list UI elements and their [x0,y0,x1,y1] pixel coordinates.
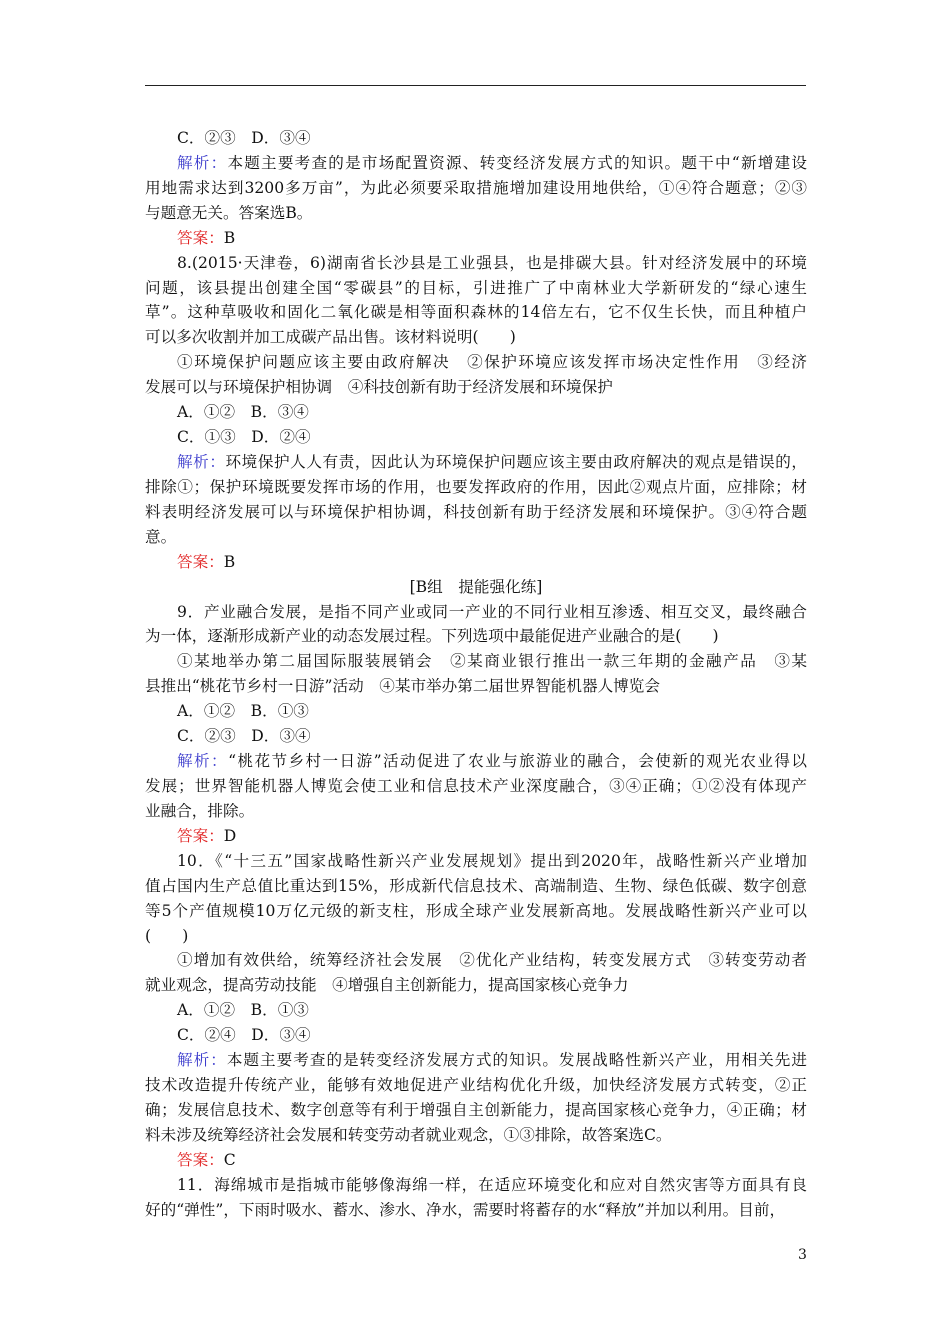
statements-line [145,973,807,998]
section-block [145,575,807,600]
line-text: C．②③ D．③④ [177,129,311,147]
analysis-line [145,774,807,799]
line-text: 本题主要考查的是转变经济发展方式的知识。发展战略性新兴产业，用相关先进 [226,1051,807,1070]
question-line [145,624,807,649]
analysis-line [145,525,807,550]
line-text: 10．《“十三五”国家战略性新兴产业发展规划》提出到2020年，战略性新兴产业增加 [177,851,807,870]
analysis-line [145,176,807,201]
answer-block [145,824,807,849]
line-text: ( ) [145,926,189,945]
question-line [145,276,807,301]
line-text: 料未涉及统筹经济社会发展和转变劳动者就业观念，①③排除，故答案选C。 [145,1125,672,1144]
analysis-line [145,201,807,226]
statements-line [145,948,807,973]
analysis-line [145,450,807,475]
question-line [145,325,807,350]
question-line [145,924,807,949]
question-block [145,1173,807,1223]
statements-line [145,375,807,400]
options-block [145,724,807,749]
question-line [145,899,807,924]
line-text: 与题意无关。答案选B。 [145,203,313,222]
answer-label: 答案： [177,552,224,571]
page-number: 3 [798,1247,807,1263]
line-text: 可以多次收割并加工成碳产品出售。该材料说明( ) [145,328,516,347]
line-text: B [223,552,236,571]
statements-block [145,948,807,998]
analysis-label: 解析： [177,153,228,172]
line-text: 为一体，逐渐形成新产业的动态发展过程。下列选项中最能促进产业融合的是( ) [145,627,719,646]
options-line [145,1023,807,1048]
line-text: 9．产业融合发展，是指不同产业或同一产业的不同行业相互渗透、相互交叉，最终融合 [177,602,807,621]
analysis-line [145,799,807,824]
question-block [145,600,807,650]
analysis-line [145,475,807,500]
line-text: ①增加有效供给，统筹经济社会发展 ②优化产业结构，转变发展方式 ③转变劳动者 [177,951,807,970]
line-text: 问题，该县提出创建全国“零碳县”的目标，引进推广了中南林业大学新研发的“绿心速生 [145,278,807,297]
options-line [145,699,807,724]
analysis-line [145,1123,807,1148]
line-text: 排除①；保护环境既要发挥市场的作用，也要发挥政府的作用，因此②观点片面，应排除；材 [145,477,807,496]
analysis-line [145,1098,807,1123]
line-text: 用地需求达到3200多万亩”，为此必须要采取措施增加建设用地供给，①④符合题意；②③ [145,178,807,197]
line-text: “桃花节乡村一日游”活动促进了农业与旅游业的融合，会使新的观光农业得以 [228,752,807,771]
options-line [145,724,807,749]
line-text: ①环境保护问题应该主要由政府解决 ②保护环境应该发挥市场决定性作用 ③经济 [177,353,807,372]
options-block [145,699,807,724]
options-line [145,126,807,151]
line-text: 本题主要考查的是市场配置资源、转变经济发展方式的知识。题干中“新增建设 [227,153,807,172]
answer-line [145,824,807,849]
answer-block [145,226,807,251]
options-line [145,400,807,425]
statements-block [145,649,807,699]
line-text: B [223,228,236,247]
line-text: D [223,826,237,845]
line-text: ①某地举办第二届国际服装展销会 ②某商业银行推出一款三年期的金融产品 ③某 [177,652,807,671]
answer-line [145,550,807,575]
options-line [145,425,807,450]
analysis-line [145,749,807,774]
line-text: [B组 提能强化练] [409,577,543,596]
analysis-block [145,151,807,226]
line-text: 草”。这种草吸收和固化二氧化碳是相等面积森林的14倍左右，它不仅生长快，而且种植户 [145,303,807,322]
question-line [145,600,807,625]
options-block [145,1023,807,1048]
line-text: C．①③ D．②④ [177,428,311,447]
analysis-line [145,1048,807,1073]
line-text: 确；发展信息技术、数字创意等有利于增强自主创新能力，提高国家核心竞争力，④正确；材 [145,1100,807,1119]
answer-block [145,1148,807,1173]
line-text: A．①② B．①③ [177,702,309,721]
answer-line [145,1148,807,1173]
line-text: 意。 [145,527,177,546]
analysis-block [145,1048,807,1148]
question-block [145,251,807,351]
answer-line [145,226,807,251]
options-block [145,998,807,1023]
analysis-block [145,450,807,550]
line-text: C．②③ D．③④ [177,727,311,746]
line-text: A．①② B．③④ [177,403,309,422]
question-line [145,874,807,899]
question-line [145,251,807,276]
analysis-line [145,151,807,176]
statements-line [145,649,807,674]
question-block [145,849,807,949]
options-block [145,126,807,151]
line-text: 业融合，排除。 [145,801,255,820]
answer-block [145,550,807,575]
line-text: 等5个产值规模10万亿元级的新支柱，形成全球产业发展新高地。发展战略性新兴产业可以 [145,901,807,920]
document-body [145,126,807,1223]
answer-label: 答案： [177,1150,224,1169]
line-text: C [223,1150,236,1169]
line-text: 好的“弹性”，下雨时吸水、蓄水、渗水、净水，需要时将蓄存的水“释放”并加以利用。目前， [145,1200,786,1219]
analysis-block [145,749,807,824]
line-text: 就业观念，提高劳动技能 ④增强自主创新能力，提高国家核心竞争力 [145,976,629,995]
header-rule [145,85,806,86]
options-line [145,998,807,1023]
statements-line [145,350,807,375]
answer-label: 答案： [177,826,224,845]
line-text: 发展可以与环境保护相协调 ④科技创新有助于经济发展和环境保护 [145,378,613,397]
analysis-label: 解析： [177,1051,227,1070]
question-line [145,849,807,874]
line-text: 11．海绵城市是指城市能够像海绵一样，在适应环境变化和应对自然灾害等方面具有良 [177,1175,807,1194]
analysis-label: 解析： [177,452,226,471]
analysis-label: 解析： [177,752,229,771]
line-text: 值占国内生产总值比重达到15%，形成新代信息技术、高端制造、生物、绿色低碳、数字创意 [145,876,807,895]
analysis-line [145,500,807,525]
question-line [145,1198,807,1223]
line-text: 8.(2015·天津卷，6)湖南省长沙县是工业强县，也是排碳大县。针对经济发展中的环境 [177,253,807,272]
statements-line [145,674,807,699]
line-text: 环境保护人人有责，因此认为环境保护问题应该主要由政府解决的观点是错误的， [225,452,807,471]
options-block [145,400,807,425]
line-text: A．①② B．①③ [177,1001,309,1020]
question-line [145,1173,807,1198]
line-text: 县推出“桃花节乡村一日游”活动 ④某市举办第二届世界智能机器人博览会 [145,677,660,696]
line-text: C．②④ D．③④ [177,1026,311,1045]
question-line [145,300,807,325]
section-line [145,575,807,600]
statements-block [145,350,807,400]
analysis-line [145,1073,807,1098]
answer-label: 答案： [177,228,224,247]
line-text: 技术改造提升传统产业，能够有效地促进产业结构优化升级，加快经济发展方式转变，②正 [145,1076,807,1095]
options-block [145,425,807,450]
line-text: 发展；世界智能机器人博览会使工业和信息技术产业深度融合，③④正确；①②没有体现产 [145,776,807,795]
line-text: 料表明经济发展可以与环境保护相协调，科技创新有助于经济发展和环境保护。③④符合题 [145,502,807,521]
